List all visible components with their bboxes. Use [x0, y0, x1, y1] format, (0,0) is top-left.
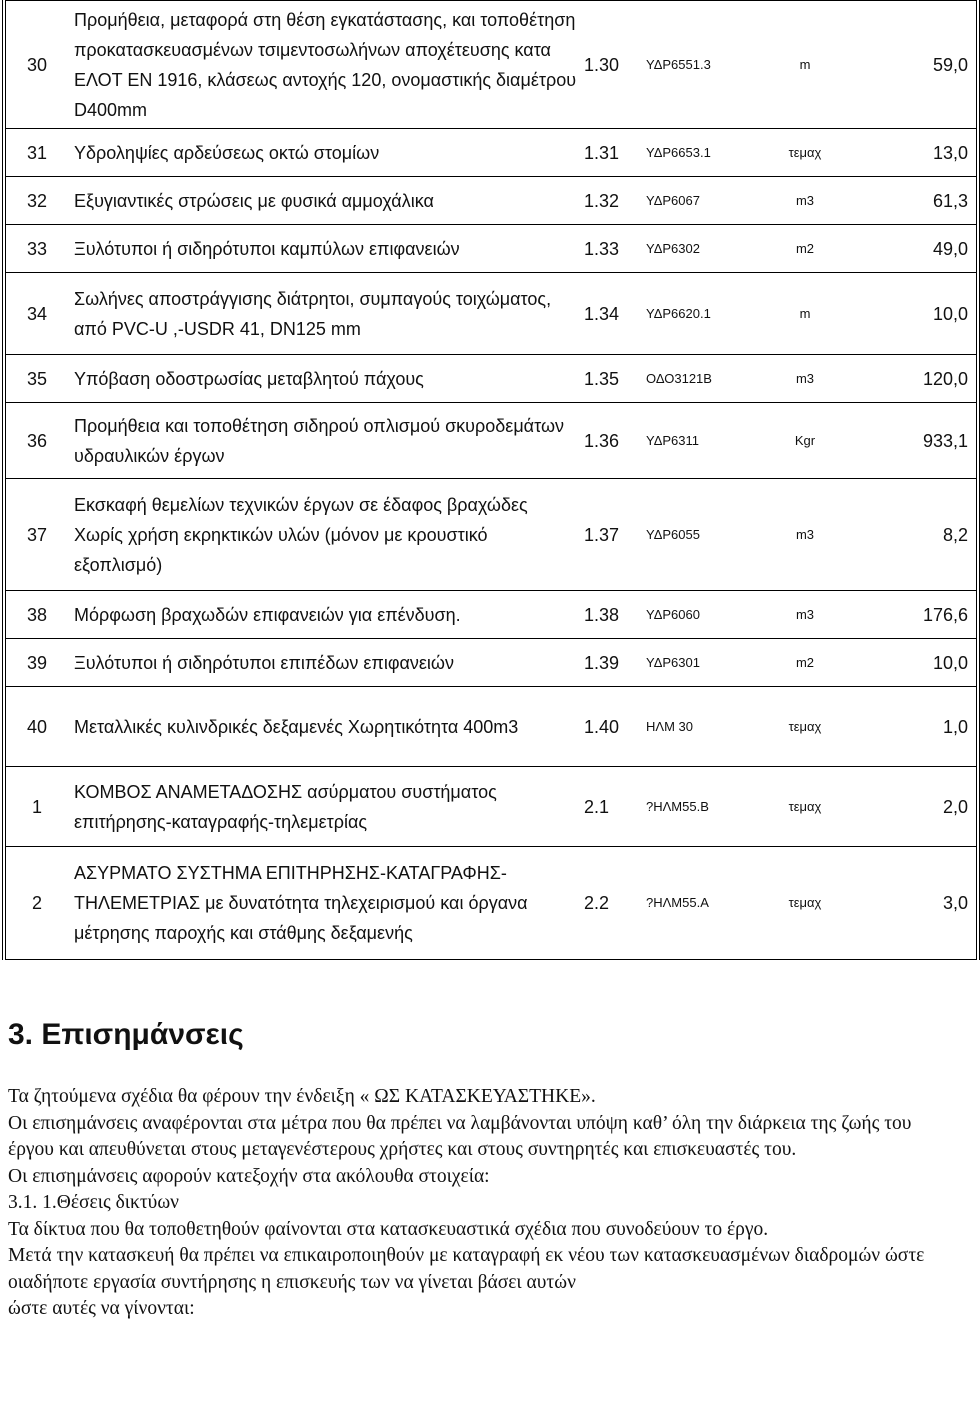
row-article: 1.37 — [584, 479, 646, 591]
row-unit: τεμαχ — [750, 129, 860, 177]
row-description: Ξυλότυποι ή σιδηρότυποι καμπύλων επιφανειών — [68, 225, 584, 273]
row-article: 1.33 — [584, 225, 646, 273]
row-unit: m3 — [750, 479, 860, 591]
row-code: ?ΗΛΜ55.Β — [646, 767, 750, 847]
row-article: 1.39 — [584, 639, 646, 687]
row-code: ΥΔΡ6653.1 — [646, 129, 750, 177]
row-number: 32 — [4, 177, 68, 225]
row-article: 1.36 — [584, 403, 646, 479]
works-table-grid — [2, 0, 980, 960]
row-quantity: 2,0 — [860, 767, 978, 847]
row-article: 1.40 — [584, 687, 646, 767]
row-article: 1.38 — [584, 591, 646, 639]
section-heading: 3. Επισημάνσεις — [8, 1018, 244, 1051]
row-number: 34 — [4, 273, 68, 355]
row-description: Μόρφωση βραχωδών επιφανειών για επένδυση. — [68, 591, 584, 639]
row-number: 30 — [4, 1, 68, 129]
row-quantity: 8,2 — [860, 479, 978, 591]
row-number: 35 — [4, 355, 68, 403]
row-unit: τεμαχ — [750, 847, 860, 960]
table-row — [4, 847, 978, 960]
row-number: 37 — [4, 479, 68, 591]
table-row — [4, 767, 978, 847]
note-paragraph: Οι επισημάνσεις αναφέρονται στα μέτρα που θα πρέπει να λαμβάνονται υπόψη καθ’ όλη την διάρκεια της ζωής του έργου και απευθύνεται στους μεταγενέστερους χρήστες και στους συντηρητές και επισκευαστές του. — [8, 1112, 912, 1160]
table-row — [4, 687, 978, 767]
row-code: ΥΔΡ6067 — [646, 177, 750, 225]
table-row — [4, 273, 978, 355]
row-quantity: 49,0 — [860, 225, 978, 273]
row-article: 2.1 — [584, 767, 646, 847]
row-unit: τεμαχ — [750, 767, 860, 847]
note-paragraph: ώστε αυτές να γίνονται: — [8, 1298, 195, 1319]
row-unit: m — [750, 1, 860, 129]
row-quantity: 13,0 — [860, 129, 978, 177]
row-article: 2.2 — [584, 847, 646, 960]
row-description: ΚΟΜΒΟΣ ΑΝΑΜΕΤΑΔΟΣΗΣ ασύρματου συστήματος επιτήρησης-καταγραφής-τηλεμετρίας — [68, 767, 584, 847]
table-row — [4, 479, 978, 591]
row-description: Προμήθεια, μεταφορά στη θέση εγκατάστασης, και τοποθέτηση προκατασκευασμένων τσιμεντοσωλήνων αποχέτευσης κατα ΕΛΟΤ ΕΝ 1916, κλάσεως αντοχής 120, ονομαστικής διαμέτρου D400mm — [68, 1, 584, 129]
table-row — [4, 177, 978, 225]
row-article: 1.32 — [584, 177, 646, 225]
note-paragraph: 3.1. 1.Θέσεις δικτύων — [8, 1192, 179, 1213]
row-description: Εκσκαφή θεμελίων τεχνικών έργων σε έδαφος βραχώδες Χωρίς χρήση εκρηκτικών υλών (μόνον με κρουστικό εξοπλισμό) — [68, 479, 584, 591]
row-description: Εξυγιαντικές στρώσεις με φυσικά αμμοχάλικα — [68, 177, 584, 225]
row-unit: m3 — [750, 177, 860, 225]
row-unit: m3 — [750, 355, 860, 403]
table-row — [4, 591, 978, 639]
row-description: Προμήθεια και τοποθέτηση σιδηρού οπλισμού σκυροδεμάτων υδραυλικών έργων — [68, 403, 584, 479]
row-quantity: 933,1 — [860, 403, 978, 479]
row-unit: m2 — [750, 225, 860, 273]
note-paragraph: Μετά την κατασκευή θα πρέπει να επικαιροποιηθούν με καταγραφή εκ νέου των κατασκευασμένων διαδρομών ώστε οιαδήποτε εργασία συντήρησης η επισκευής των να γίνεται βάσει αυτών — [8, 1245, 925, 1293]
row-quantity: 10,0 — [860, 639, 978, 687]
row-number: 33 — [4, 225, 68, 273]
notes-body — [8, 1084, 953, 1323]
row-number: 1 — [4, 767, 68, 847]
row-number: 40 — [4, 687, 68, 767]
table-row — [4, 355, 978, 403]
works-table — [2, 0, 968, 960]
row-unit: m2 — [750, 639, 860, 687]
row-quantity: 176,6 — [860, 591, 978, 639]
table-row — [4, 403, 978, 479]
row-description: ΑΣΥΡΜΑΤΟ ΣΥΣΤΗΜΑ ΕΠΙΤΗΡΗΣΗΣ-ΚΑΤΑΓΡΑΦΗΣ-ΤΗΛΕΜΕΤΡΙΑΣ με δυνατότητα τηλεχειρισμού και όργανα μέτρησης παροχής και στάθμης δεξαμενής — [68, 847, 584, 960]
row-code: ΥΔΡ6551.3 — [646, 1, 750, 129]
row-quantity: 61,3 — [860, 177, 978, 225]
row-unit: m3 — [750, 591, 860, 639]
note-paragraph: Τα δίκτυα που θα τοποθετηθούν φαίνονται στα κατασκευαστικά σχέδια που συνοδεύουν το έργο. — [8, 1218, 769, 1240]
row-description: Υδροληψίες αρδεύσεως οκτώ στομίων — [68, 129, 584, 177]
row-number: 38 — [4, 591, 68, 639]
row-article: 1.30 — [584, 1, 646, 129]
row-quantity: 3,0 — [860, 847, 978, 960]
row-number: 36 — [4, 403, 68, 479]
row-article: 1.34 — [584, 273, 646, 355]
row-number: 39 — [4, 639, 68, 687]
note-paragraph: Τα ζητούμενα σχέδια θα φέρουν την ένδειξη « ΩΣ ΚΑΤΑΣΚΕΥΑΣΤΗΚΕ». — [8, 1086, 596, 1107]
row-description: Υπόβαση οδοστρωσίας μεταβλητού πάχους — [68, 355, 584, 403]
row-article: 1.35 — [584, 355, 646, 403]
row-code: ΥΔΡ6620.1 — [646, 273, 750, 355]
row-code: ΗΛΜ 30 — [646, 687, 750, 767]
row-quantity: 10,0 — [860, 273, 978, 355]
table-row — [4, 225, 978, 273]
row-code: ΥΔΡ6060 — [646, 591, 750, 639]
row-description: Ξυλότυποι ή σιδηρότυποι επιπέδων επιφανειών — [68, 639, 584, 687]
row-code: ΥΔΡ6302 — [646, 225, 750, 273]
row-unit: m — [750, 273, 860, 355]
table-row — [4, 129, 978, 177]
note-paragraph: Οι επισημάνσεις αφορούν κατεξοχήν στα ακόλουθα στοιχεία: — [8, 1165, 490, 1187]
row-article: 1.31 — [584, 129, 646, 177]
row-number: 2 — [4, 847, 68, 960]
table-row — [4, 639, 978, 687]
row-unit: Kgr — [750, 403, 860, 479]
row-unit: τεμαχ — [750, 687, 860, 767]
row-quantity: 59,0 — [860, 1, 978, 129]
row-code: ΥΔΡ6311 — [646, 403, 750, 479]
row-quantity: 120,0 — [860, 355, 978, 403]
row-description: Σωλήνες αποστράγγισης διάτρητοι, συμπαγούς τοιχώματος, από PVC-U ,-USDR 41, DN125 mm — [68, 273, 584, 355]
row-code: ΟΔΟ3121Β — [646, 355, 750, 403]
row-quantity: 1,0 — [860, 687, 978, 767]
row-code: ΥΔΡ6055 — [646, 479, 750, 591]
row-description: Μεταλλικές κυλινδρικές δεξαμενές Χωρητικότητα 400m3 — [68, 687, 584, 767]
table-row — [4, 1, 978, 129]
row-code: ?ΗΛΜ55.Α — [646, 847, 750, 960]
row-number: 31 — [4, 129, 68, 177]
row-code: ΥΔΡ6301 — [646, 639, 750, 687]
